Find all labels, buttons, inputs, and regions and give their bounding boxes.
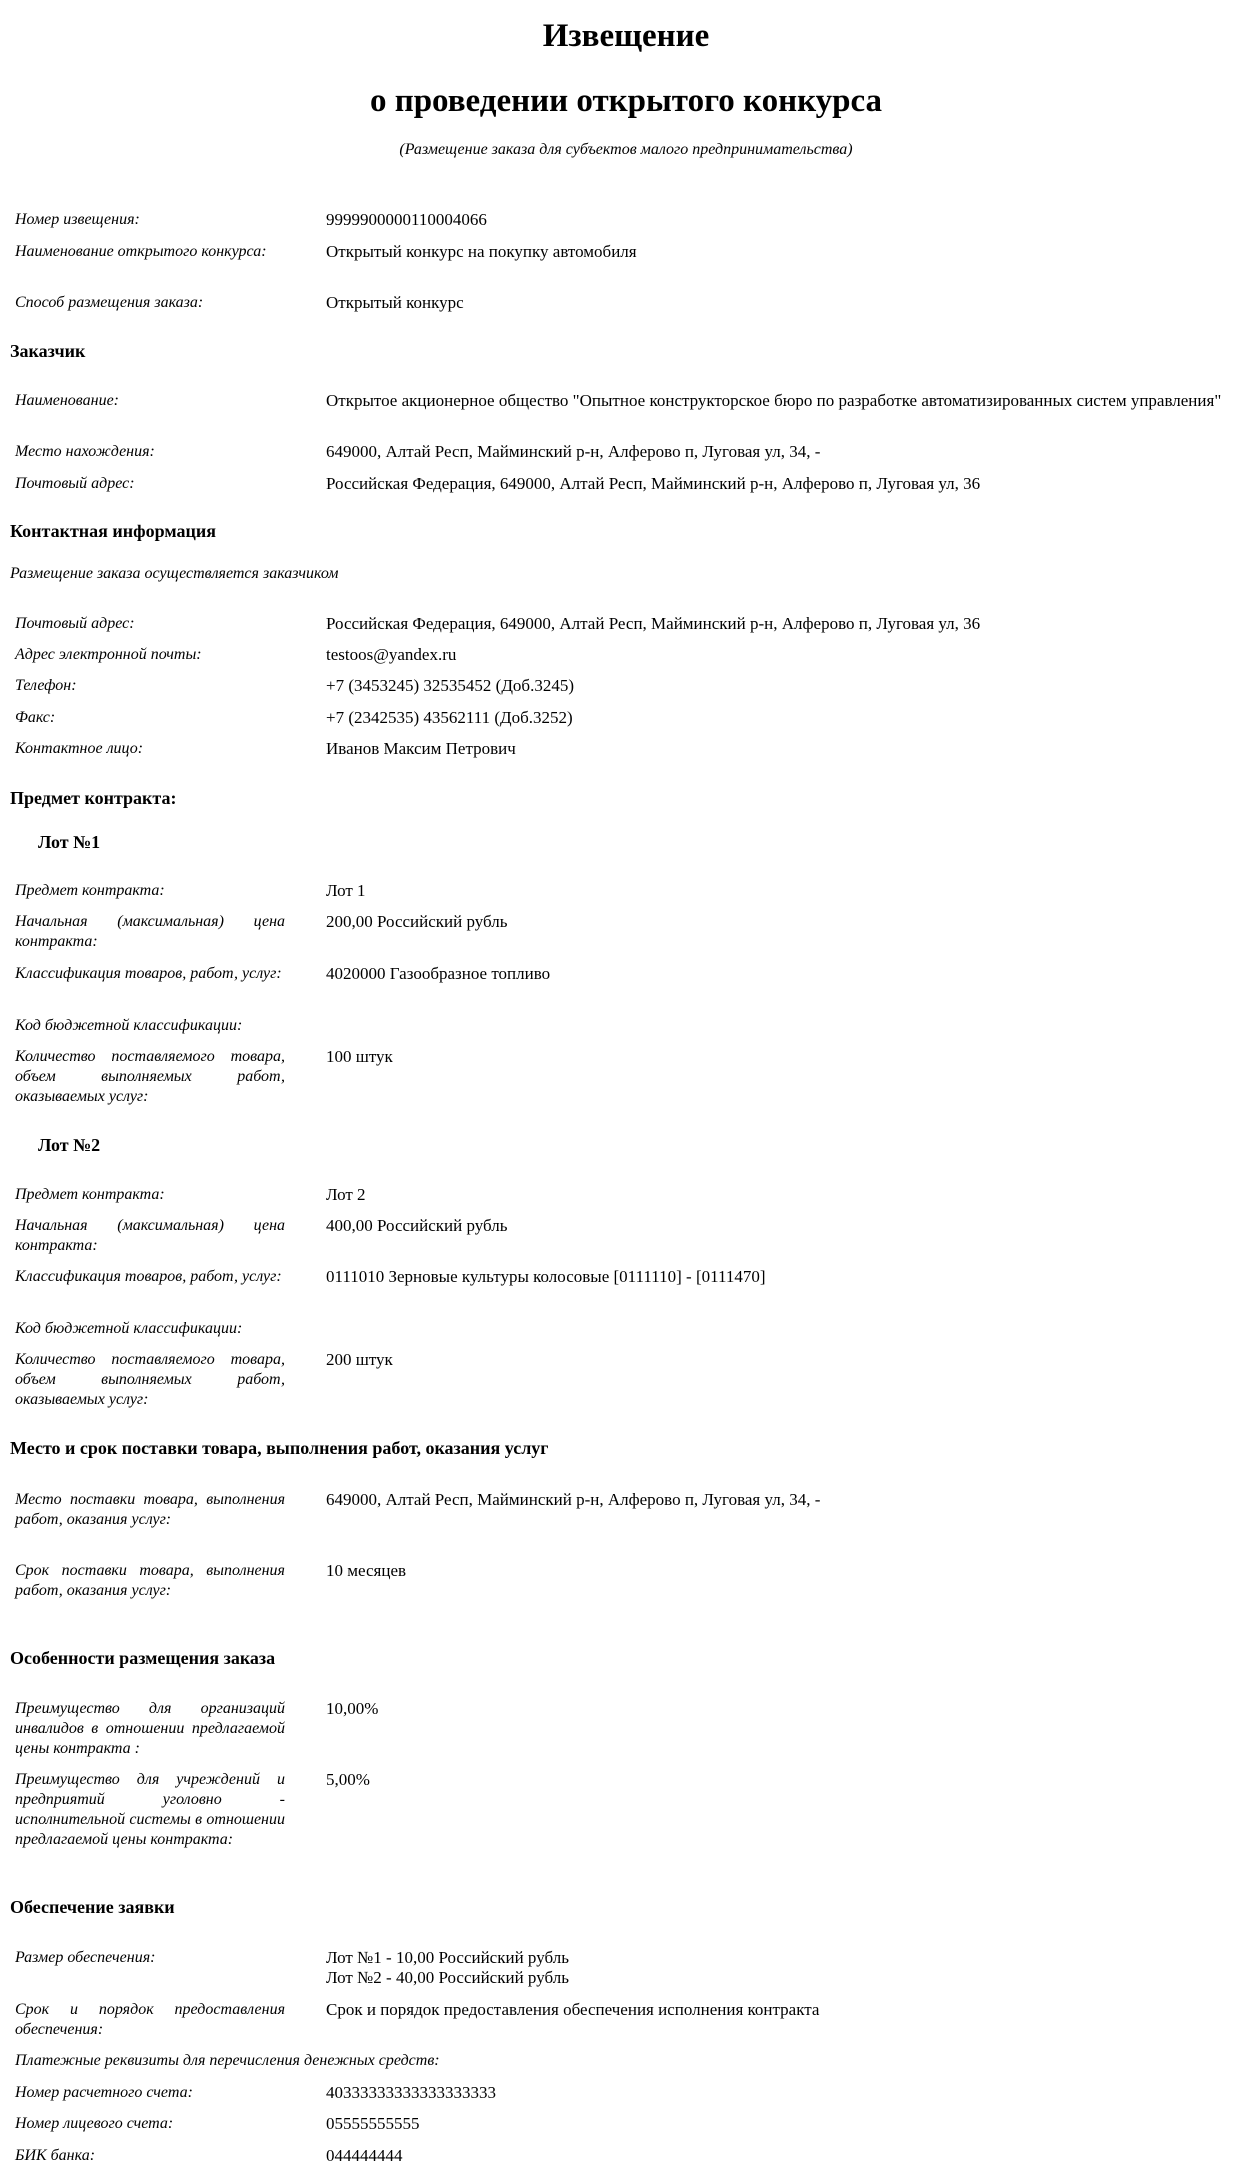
security-lot1: Лот №1 - 10,00 Российский рубль	[326, 1948, 569, 1967]
field-value: 10 месяцев	[326, 1561, 407, 1580]
field-value: 400,00 Российский рубль	[326, 1216, 508, 1235]
field-label: Классификация товаров, работ, услуг:	[15, 1268, 282, 1285]
field-value: Срок и порядок предоставления обеспечения исполнения контракта	[326, 2000, 820, 2019]
lot-heading: Лот №1	[38, 832, 101, 852]
field-label: Начальная (максимальная) цена контракта:	[15, 1217, 285, 1254]
field-value	[326, 1948, 1240, 1988]
field-value: 100 штук	[326, 1047, 393, 1066]
field-label: Предмет контракта:	[15, 1186, 165, 1203]
field-value: 0111010 Зерновые культуры колосовые [0111110] - [0111470]	[326, 1267, 766, 1286]
field-value: 649000, Алтай Респ, Майминский р-н, Алферово п, Луговая ул, 34, -	[326, 442, 821, 461]
field-label: Количество поставляемого товара, объем выполняемых работ, оказываемых услуг:	[15, 1048, 285, 1105]
field-label: Код бюджетной классификации:	[15, 1320, 243, 1337]
field-value: 9999900000110004066	[326, 210, 487, 229]
field-value: 05555555555	[326, 2114, 420, 2133]
field-value: 5,00%	[326, 1770, 370, 1789]
field-label: Номер расчетного счета:	[15, 2084, 193, 2101]
field-label: Классификация товаров, работ, услуг:	[15, 965, 282, 982]
field-value: Российская Федерация, 649000, Алтай Респ, Майминский р-н, Алферово п, Луговая ул, 36	[326, 474, 981, 493]
field-label: Предмет контракта:	[15, 882, 165, 899]
field-value: 40333333333333333333	[326, 2083, 496, 2102]
field-value: 044444444	[326, 2146, 403, 2165]
field-value: Открытое акционерное общество "Опытное конструкторское бюро по разработке автоматизированных систем управления"	[326, 391, 1222, 410]
page-subtitle: о проведении открытого конкурса	[369, 83, 883, 119]
email-value: testoos@yandex.ru	[326, 645, 457, 664]
field-value: Лот 2	[326, 1185, 366, 1204]
field-label: Номер извещения:	[15, 211, 140, 228]
field-label: Место поставки товара, выполнения работ, оказания услуг:	[15, 1491, 285, 1528]
field-label: Номер лицевого счета:	[15, 2115, 174, 2132]
payment-note: Платежные реквизиты для перечисления денежных средств:	[15, 2052, 440, 2069]
field-value: 200 штук	[326, 1350, 393, 1369]
field-label: Начальная (максимальная) цена контракта:	[15, 913, 285, 950]
fax-value: +7 (2342535) 43562111 (Доб.3252)	[326, 708, 573, 727]
section-heading-security: Обеспечение заявки	[10, 1897, 175, 1917]
field-value: 10,00%	[326, 1699, 379, 1718]
section-heading-delivery: Место и срок поставки товара, выполнения работ, оказания услуг	[10, 1438, 549, 1458]
contact-note: Размещение заказа осуществляется заказчиком	[10, 565, 339, 582]
field-value: Лот 1	[326, 881, 366, 900]
field-label: Наименование открытого конкурса:	[15, 243, 267, 260]
field-label: Почтовый адрес:	[15, 475, 135, 492]
field-value: 649000, Алтай Респ, Майминский р-н, Алферово п, Луговая ул, 34, -	[326, 1490, 821, 1509]
field-label: Способ размещения заказа:	[15, 294, 204, 311]
field-value: Открытый конкурс	[326, 293, 464, 312]
section-heading-features: Особенности размещения заказа	[10, 1648, 276, 1668]
field-label: Размер обеспечения:	[15, 1949, 156, 1966]
field-label: Адрес электронной почты:	[15, 646, 202, 663]
page-note: (Размещение заказа для субъектов малого предпринимательства)	[399, 141, 853, 158]
field-label: Преимущество для организаций инвалидов в отношении предлагаемой цены контракта :	[15, 1700, 285, 1757]
field-value: Российская Федерация, 649000, Алтай Респ, Майминский р-н, Алферово п, Луговая ул, 36	[326, 614, 981, 633]
field-value: 4020000 Газообразное топливо	[326, 964, 551, 983]
section-heading-customer: Заказчик	[10, 341, 86, 361]
field-value: 200,00 Российский рубль	[326, 912, 508, 931]
security-lot2: Лот №2 - 40,00 Российский рубль	[326, 1968, 569, 1987]
lot-heading: Лот №2	[38, 1135, 101, 1155]
field-label: Почтовый адрес:	[15, 615, 135, 632]
field-label: Срок поставки товара, выполнения работ, оказания услуг:	[15, 1562, 285, 1599]
field-label: Преимущество для учреждений и предприятий уголовно - исполнительной системы в отношении предлагаемой цены контракта:	[15, 1771, 285, 1848]
field-label: Контактное лицо:	[15, 740, 144, 757]
field-label: БИК банка:	[15, 2147, 96, 2164]
phone-value: +7 (3453245) 32535452 (Доб.3245)	[326, 676, 574, 695]
section-heading-subject: Предмет контракта:	[10, 788, 177, 808]
field-label: Срок и порядок предоставления обеспечения:	[15, 2001, 285, 2038]
field-value: Открытый конкурс на покупку автомобиля	[326, 242, 637, 261]
field-label: Код бюджетной классификации:	[15, 1017, 243, 1034]
field-value: Иванов Максим Петрович	[326, 739, 516, 758]
field-label: Наименование:	[15, 392, 120, 409]
field-label: Факс:	[15, 709, 56, 726]
section-heading-contact: Контактная информация	[10, 521, 216, 541]
field-label: Количество поставляемого товара, объем выполняемых работ, оказываемых услуг:	[15, 1351, 285, 1408]
page-title: Извещение	[542, 18, 710, 54]
field-label: Телефон:	[15, 677, 77, 694]
field-label: Место нахождения:	[15, 443, 155, 460]
